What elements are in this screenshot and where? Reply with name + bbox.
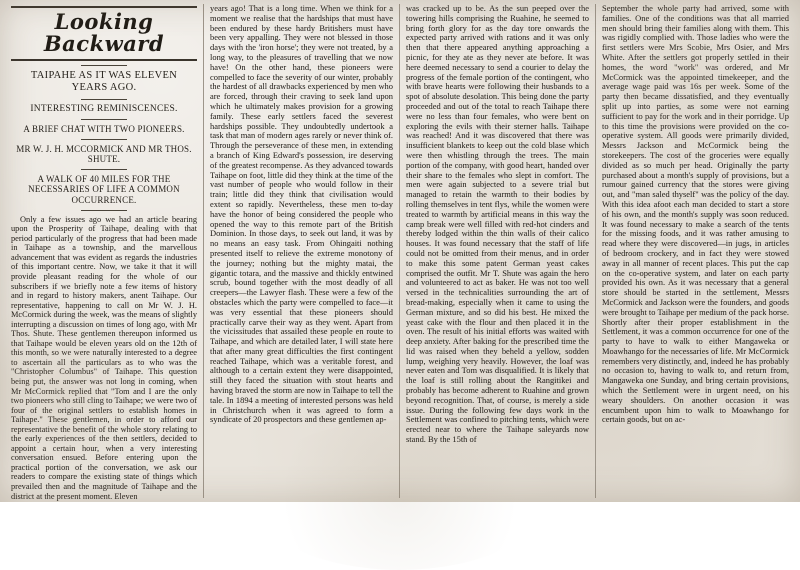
column-3	[399, 4, 595, 498]
masthead-title: Looking Backward	[43, 9, 165, 57]
column-4	[595, 4, 795, 498]
headline-byline: MR W. J. H. MCCORMICK AND MR THOS. SHUTE.	[16, 143, 192, 165]
article-paragraph: years ago! That is a long time. When we think for a moment we realise that the hardships that must have been endured by these hardy Britishers must have been very appalling. They were not blessed in those days with the 'iron horse'; they were not treated, by a long way, to the pleasures of travelling that we now have! On the other hand, these pioneers were compelled to face the severity of our winter, probably the hardest of all drawbacks experienced by men who are forced, through their craving to seek land upon which he ultimately makes provision for a growing family. These early settlers faced the severest hardships possible. They undoubtedly undertook a task that man of modern ages rarely or never think of. Through the perseverance of these men, in extending a branch of King Edward's possession, ire deserving of the greatest recompense. As they advanced towards Taihape on foot, little did they think at the time of the vast number of people who would follow in their train; little did they think that civilisation would extent so rapidly. Nevertheless, these men to-day have the honor of being considered the people who opened the way to this remote part of the British Dominion. In those days, to seek out land, it was by no means an easy task. From Ohingaiti nothing presented itself to relieve the extreme monotony of the journey; nothing but the mighty matai, the gigantic totara, and the massive and thickly entwined scrub, bound together with the most deadly of all creepers—the Lawyer flash. These were a few of the obstacles which the party were compelled to face—it was very essential that these pioneers should practically carve their way as they went. Apart from the vicissitudes that assailed these people en route to Taihape, and which are detailed later, I will state here that after many great difficulties the first contingent reached Taihape, which was a veritable forest, and although to a certain extent they were disappointed, still they faced the situation with stout hearts and having braved the storm are now in Taihape to tell the tale. In 1894 a meeting of interested persons was held in Christchurch when it was agreed to form a syndicate of 20 prospectors and these gentlemen ap-	[210, 3, 393, 425]
headline-tertiary: A BRIEF CHAT WITH TWO PIONEERS.	[23, 124, 185, 135]
divider	[81, 169, 127, 170]
divider	[81, 119, 127, 120]
headline-secondary: INTERESTING REMINISCENCES.	[30, 103, 178, 114]
masthead	[11, 6, 197, 61]
divider	[81, 65, 127, 66]
divider	[81, 210, 127, 211]
column-1	[5, 4, 203, 501]
headline-deck: A WALK OF 40 MILES FOR THE NECESSARIES OF LIFE A COMMON OCCURRENCE.	[28, 173, 180, 206]
article-paragraph: September the whole party had arrived, some with families. One of the conditions was that all married men should bring their families along with them. This was rigidly complied with. Those ladies who were the first settlers were Mrs Scobie, Mrs Osier, and Mrs White. After the settlers got properly settled in their homes, the word "work" was ordered, and Mr McCormick was the appointed timekeeper, and the average wage paid was 16s per week. Some of the party then became dissatisfied, and they eventually split up into parties, as some were not earning sufficient to pay for the work and in their porridge. Up to this time the provisions were provided on the co-operative system. All goods were primarily divided, Messrs Jackson and McCormick being the storekeepers. The cost of the groceries were equally divided as so much per head. Originally the party purchased about a month's supply of provisions, but a rumour gained currency that the stores were giving out, and "man saled thyself" was the policy of the day. With this idea afoot each man decided to start a store of his own, and the month's supply was soon reduced. It was found necessary to make a search of the tents for the missing foods, and it was rather amusing to read where they were discovered—in jugs, in articles of bedroom crockery, and in fact they were stowed away in all manner of recent places. This put the cap on the co-operative system, and later on each party provided his own. As it was necessary that a general store should be started in the settlement, Messrs McCormick and Jackson were the founders, and goods were brought to Taihape per medium of the pack horse. Shortly after their proper establishment in the Settlement, it was a common occurrence for one of the party to have to walk to either Mangaweka or Moawhango for the necessaries of life. Mr McCormick remembers very distinctly, and, indeed he has probably no occasion to, having to walk to, and return from, Mangaweka one Sunday, and bring certain provisions, which the Settlement were in urgent need, on his weary shoulders. On another occasion it was encumbent upon him to walk to Moawhango for certain goods, but on ac-	[602, 3, 789, 425]
headline-primary: TAIPAHE AS IT WAS ELEVEN YEARS AGO.	[30, 70, 178, 94]
article-paragraph: was cracked up to be. As the sun peeped over the towering hills comprising the Ruahine, he seemed to bring forth glory for as the day tore onwards the expected party arrived with rations and it was only then that there appeared anything approaching a picnic, for they ate as they never ate before. It was here deemed necessary to send a courier to delay the progress of the female portion of the contingent, who with brave hearts were following their husbands to a spot of absolute desolation. This being done the party proceeded and out of the total to reach Taihape there were no less than four females, who were bent on exploring the evils with their sterner halls. Taihape was reached! And it was discovered that there was insufficient blankets to keep out the cold blase which were then whistling through the trees. The main portion of the company, with good heart, handed over their share to the females who slept in comfort. The men were again subjected to a severe trial but managed to retain the warmth to their bodies by rolling themselves in tent flys, while the women were treated to warmth by artificial means in this way the camp break were well filled with red-hot cinders and thereby lodged within the thin walls of their calico houses. It was found necessary that the staff of life could not be omitted from their menus, and in order to make this some patent German yeast cakes comprised the outfit. Mr T. Shute was again the hero and volunteered to act as baker. He was not too well versed in the technicalities surrounding the art of bread-making, especially when it came to using the German mixture, and so did his best. He mixed the yeast cake with the flour and then placed it in the oven. The result of his initial efforts was waited with deep anxiety. After baking for the prescribed time the lid was raised when they beheld a yellow, sodden lump, weighing very heavily. However, the loaf was never eaten and Tom was disqualified. It is likely that the loaf is still rolling about the Rangitikei and probably has become adherent to Ruahine and grown beyond recognition. That, of course, is merely a side issue. During the following few days work in the Settlement was confined to pitching tents, which were erected near to where the Taihape saleyards now stand. By the 15th of	[406, 3, 589, 445]
article-paragraph: Only a few issues ago we had an article bearing upon the Prosperity of Taihape, dealing with that period particularly of the progress that had been made in Taihape as a township, and the marvellous advancement that was evident as regards the industries of this important centre. Now, we take it that it will provide pleasant reading for the whole of our subscribers if we briefly note a few items of history and in regard to history makers, anent Taihape. Our representative, happening to call on Mr W. J. H. McCormick during the week, was the means of slightly interrupting a discussion on times of long ago, with Mr Thos. Shute. These gentlemen thereupon informed us that Taihape would be eleven years old on the 12th of this month, so we were naturally interested to a degree to ascertain all the particulars as to who was the "Christopher Columbus" of Taihape. This question being put, the answer was not long in coming, when Mr McCormick replied that "Tom and I are the only two pioneers who still cling to Taihape; we were two of four of the original settlers to establish homes in Taihape." These gentlemen, in order to afford our representative the benefit of the whole story relating to the early experiences of the then settlers, decided to appoint a certain hour, when a very interesting conversation ensued. Before entering upon the practical portion of the conversation, we ask our readers to compare the existing state of things which prevailed then and the magnitude of Taihape and the district at the present moment. Eleven	[11, 214, 197, 501]
divider	[81, 99, 127, 100]
column-2	[203, 4, 399, 498]
divider	[81, 139, 127, 140]
